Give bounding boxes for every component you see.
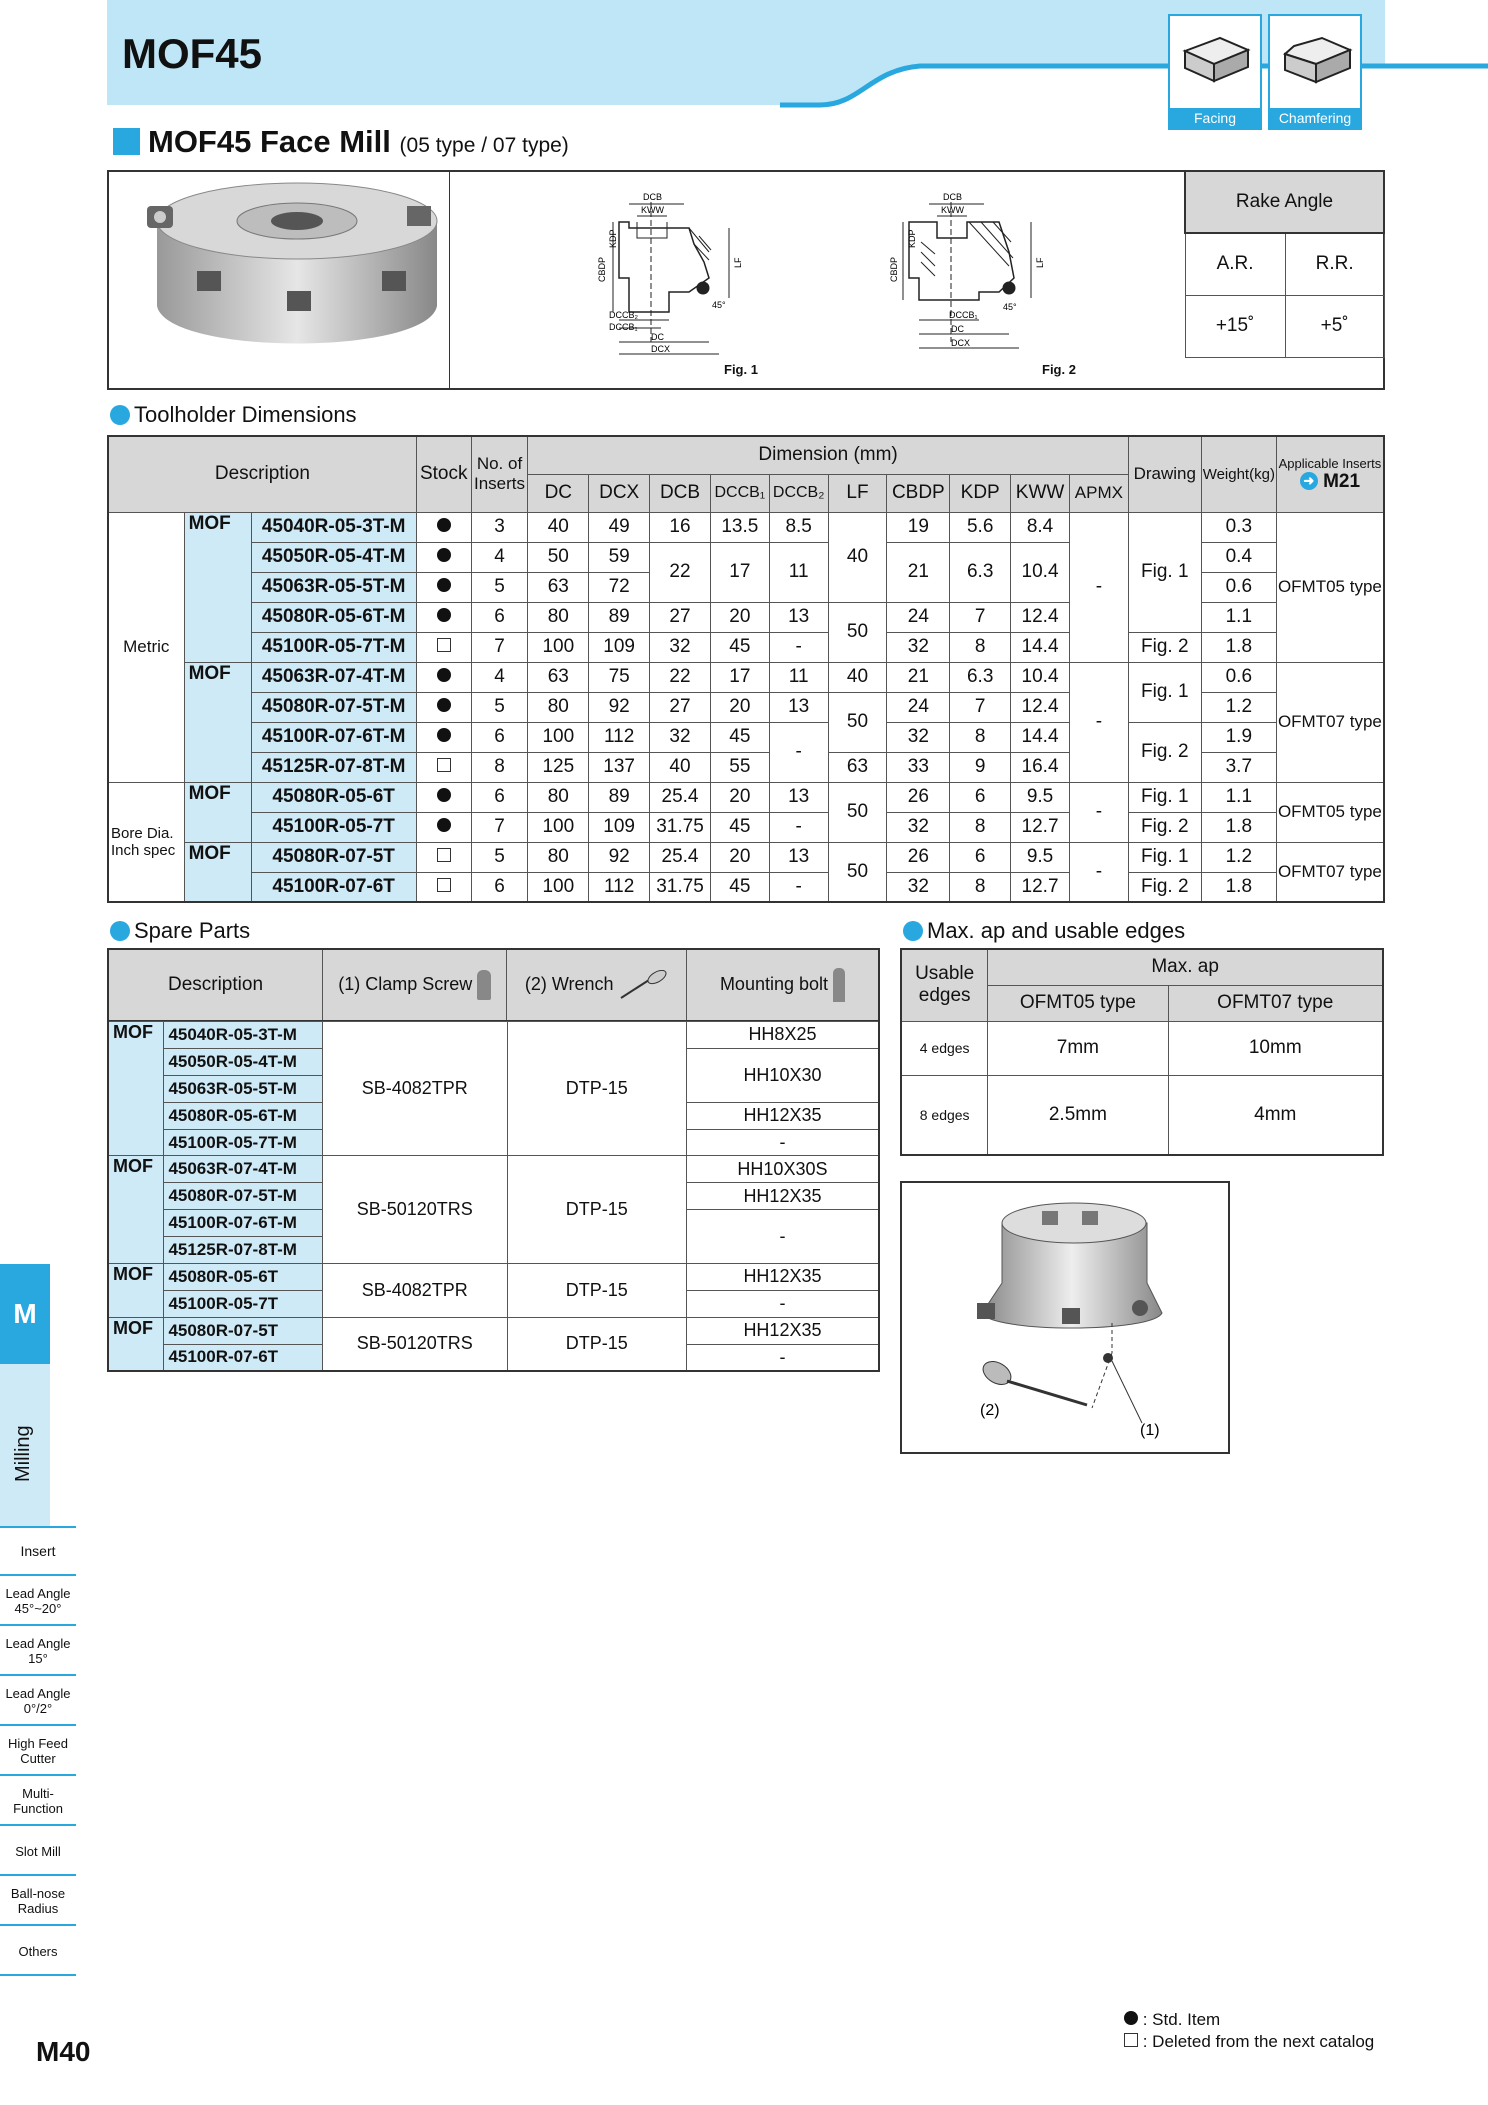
table-row: 45080R-07-5T-M HH12X35	[108, 1183, 879, 1210]
std-item-icon	[437, 518, 451, 532]
th-apmx: APMX	[1069, 474, 1128, 512]
sidebar-item-lead-45[interactable]: Lead Angle 45°~20°	[0, 1578, 76, 1626]
fig1-cbdp-label: CBDP	[597, 256, 607, 282]
th-dccb2: DCCB₂	[769, 474, 828, 512]
model-code: 45080R-07-5T-M	[251, 692, 416, 722]
model-code: 45080R-05-6T	[251, 782, 416, 812]
prefix-mof: MOF	[184, 842, 251, 902]
std-item-icon	[437, 548, 451, 562]
table-row: 45063R-05-5T-M	[108, 1075, 879, 1102]
std-item-icon	[437, 578, 451, 592]
table-row: 45100R-07-6T 6 100 112 31.75 45 - 32 8 12.7 Fig. 2 1.8	[108, 872, 1384, 902]
th-applicable: Applicable Inserts ➜ M21	[1276, 436, 1384, 512]
th-spare-desc: Description	[108, 949, 323, 1021]
fig2-dcb-label: DCB	[943, 192, 963, 202]
th-dc: DC	[528, 474, 589, 512]
table-row: 45080R-05-6T-M HH12X35	[108, 1102, 879, 1129]
th-ofmt05: OFMT05 type	[988, 985, 1168, 1021]
th-usable: Usable edges	[901, 949, 988, 1021]
maxap-table	[900, 948, 1384, 1156]
table-row: 45100R-05-7T-M 7 100 109 32 45 - 32 8 14.4 Fig. 2 1.8	[108, 632, 1384, 662]
th-kdp: KDP	[950, 474, 1011, 512]
rr-value: +5˚	[1285, 295, 1384, 357]
std-item-icon	[437, 728, 451, 742]
prefix-mof: MOF	[108, 1022, 164, 1156]
assembly-label-2: (2)	[980, 1402, 1000, 1419]
sidebar-item-multi[interactable]: Multi-Function	[0, 1778, 76, 1826]
table-row: 4 edges 7mm 10mm	[901, 1021, 1383, 1075]
group-metric: Metric	[108, 512, 184, 782]
table-row: MOF 45063R-07-4T-M SB-50120TRS DTP-15 HH10X30S	[108, 1156, 879, 1183]
toolholder-heading: Toolholder Dimensions	[110, 402, 357, 428]
rake-angle-table	[1184, 170, 1385, 358]
th-clamp: (1) Clamp Screw	[323, 949, 507, 1021]
chamfering-badge	[1268, 14, 1362, 130]
sidebar-item-lead-15[interactable]: Lead Angle 15°	[0, 1628, 76, 1676]
table-row: 45100R-05-7T 7 100 109 31.75 45 - 32 8 12.7 Fig. 2 1.8	[108, 812, 1384, 842]
sidebar-item-insert[interactable]: Insert	[0, 1528, 76, 1576]
legend-deleted: : Deleted from the next catalog	[1124, 2032, 1374, 2052]
th-dimension: Dimension (mm)	[528, 436, 1128, 474]
th-dccb1: DCCB₁	[710, 474, 769, 512]
fig1-dc-label: DC	[651, 332, 664, 342]
prefix-mof: MOF	[108, 1264, 164, 1318]
ar-header: A.R.	[1185, 233, 1285, 295]
table-row: Metric MOF 45040R-05-3T-M 3 40 49 16 13.5 8.5 40 19 5.6 8.4 - Fig. 1 0.3 OFMT05 type	[108, 512, 1384, 542]
th-weight: Weight(kg)	[1201, 436, 1276, 512]
group-bore: Bore Dia. Inch spec	[108, 782, 184, 902]
fig1-dccb2-label: DCCB₂	[609, 310, 638, 320]
fig1-kww-label: KWW	[641, 205, 664, 215]
th-dcx: DCX	[589, 474, 650, 512]
th-ofmt07: OFMT07 type	[1168, 985, 1383, 1021]
table-row: 45125R-07-8T-M	[108, 1237, 879, 1264]
table-row: 45100R-07-6T -	[108, 1344, 879, 1371]
sidebar-item-slot[interactable]: Slot Mill	[0, 1828, 76, 1876]
fig1-kdp-label: KDP	[608, 229, 618, 248]
fig2-angle-label: 45°	[1003, 302, 1017, 312]
rake-angle-title: Rake Angle	[1185, 171, 1384, 233]
page-title: MOF45	[122, 30, 263, 77]
spare-parts-rows	[107, 1021, 880, 1372]
facing-label: Facing	[1170, 108, 1260, 128]
toolholder-table	[107, 435, 1385, 903]
th-inserts: No. of Inserts	[471, 436, 528, 512]
table-row: 45080R-05-6T-M 6 80 89 27 20 13 50 24 7 12.4 1.1	[108, 602, 1384, 632]
sidebar-nav	[0, 1526, 76, 1959]
std-item-icon	[437, 668, 451, 682]
model-code: 45063R-07-4T-M	[251, 662, 416, 692]
std-item-icon	[437, 608, 451, 622]
table-row: 45080R-07-5T-M 5 80 92 27 20 13 50 24 7 12.4 1.2	[108, 692, 1384, 722]
std-item-icon	[1124, 2011, 1138, 2025]
fig1-dcb-label: DCB	[643, 192, 663, 202]
bullet-icon	[110, 921, 130, 941]
ar-value: +15˚	[1185, 295, 1285, 357]
table-row: MOF 45063R-07-4T-M 4 63 75 22 17 11 40 21 6.3 10.4 - Fig. 1 0.6 OFMT07 type	[108, 662, 1384, 692]
model-code: 45063R-05-5T-M	[251, 572, 416, 602]
deleted-item-icon	[437, 638, 451, 652]
assembly-label-1: (1)	[1140, 1422, 1160, 1439]
fig2-kww-label: KWW	[941, 205, 964, 215]
fig1-lf-label: LF	[733, 257, 743, 268]
deleted-item-icon	[437, 848, 451, 862]
fig1-dccb1-label: DCCB₁	[609, 322, 638, 332]
table-row: MOF 45080R-07-5T 5 80 92 25.4 20 13 50 26 6 9.5 - Fig. 1 1.2 OFMT07 type	[108, 842, 1384, 872]
fig1-dcx-label: DCX	[651, 344, 671, 354]
th-kww: KWW	[1011, 474, 1070, 512]
chamfering-label: Chamfering	[1270, 108, 1360, 128]
model-code: 45100R-05-7T	[251, 812, 416, 842]
std-item-icon	[437, 698, 451, 712]
screw-icon	[477, 970, 491, 1000]
sidebar-item-ballnose[interactable]: Ball-nose Radius	[0, 1878, 76, 1926]
spare-parts-table	[107, 948, 880, 1022]
deleted-item-icon	[437, 878, 451, 892]
table-row: MOF 45080R-07-5T SB-50120TRS DTP-15 HH12X35	[108, 1317, 879, 1344]
fig2-cbdp-label: CBDP	[889, 256, 899, 282]
th-wrench: (2) Wrench	[507, 949, 687, 1021]
bullet-icon	[903, 921, 923, 941]
table-row: 45100R-05-7T-M -	[108, 1129, 879, 1156]
std-item-icon	[437, 818, 451, 832]
fig2-dcx-label: DCX	[951, 338, 971, 348]
table-row: 45063R-05-5T-M 5 63 72 0.6	[108, 572, 1384, 602]
prefix-mof: MOF	[184, 512, 251, 662]
fig2-drawing	[869, 182, 1149, 362]
fig2-caption: Fig. 2	[1042, 362, 1076, 377]
model-code: 45125R-07-8T-M	[251, 752, 416, 782]
th-stock: Stock	[416, 436, 471, 512]
model-code: 45050R-05-4T-M	[251, 542, 416, 572]
figure-panel	[107, 170, 1385, 390]
table-row: MOF 45080R-05-6T SB-4082TPR DTP-15 HH12X35	[108, 1264, 879, 1291]
table-row: MOF 45040R-05-3T-M SB-4082TPR DTP-15 HH8X25	[108, 1022, 879, 1049]
th-dcb: DCB	[650, 474, 711, 512]
table-row: 45100R-07-6T-M -	[108, 1210, 879, 1237]
sidebar-milling: Milling	[0, 1364, 50, 1526]
facing-badge	[1168, 14, 1262, 130]
legend-std: : Std. Item	[1124, 2010, 1220, 2030]
bullet-icon	[110, 405, 130, 425]
prefix-mof: MOF	[184, 662, 251, 782]
table-row: 45100R-07-6T-M 6 100 112 32 45 - 32 8 14.4 Fig. 2 1.9	[108, 722, 1384, 752]
table-row: 45100R-05-7T -	[108, 1290, 879, 1317]
arrow-right-icon: ➜	[1300, 472, 1318, 490]
fig2-kdp-label: KDP	[907, 229, 917, 248]
fig1-angle-label: 45°	[712, 300, 726, 310]
prefix-mof: MOF	[184, 782, 251, 842]
th-maxap: Max. ap	[988, 949, 1383, 985]
sidebar-item-high-feed[interactable]: High Feed Cutter	[0, 1728, 76, 1776]
model-code: 45100R-07-6T	[251, 872, 416, 902]
deleted-item-icon	[1124, 2033, 1138, 2047]
fig1-drawing	[569, 182, 849, 362]
model-code: 45040R-05-3T-M	[251, 512, 416, 542]
bolt-icon	[833, 968, 845, 1002]
facing-icon	[1170, 16, 1260, 106]
wrench-icon	[619, 970, 669, 1000]
stock-mark	[416, 512, 471, 542]
std-item-icon	[437, 788, 451, 802]
fig2-dccb1-label: DCCB₁	[949, 310, 978, 320]
assembly-figure	[900, 1181, 1230, 1454]
spare-parts-heading: Spare Parts	[110, 918, 250, 944]
prefix-mof: MOF	[108, 1317, 164, 1371]
th-lf: LF	[828, 474, 887, 512]
model-code: 45080R-05-6T-M	[251, 602, 416, 632]
page-number: M40	[36, 2036, 91, 2067]
maxap-heading: Max. ap and usable edges	[903, 918, 1185, 944]
th-description: Description	[108, 436, 416, 512]
table-row: 45050R-05-4T-M HH10X30	[108, 1048, 879, 1075]
rr-header: R.R.	[1285, 233, 1384, 295]
fig2-lf-label: LF	[1035, 257, 1045, 268]
sidebar-m-tab[interactable]: M	[0, 1264, 50, 1364]
header-curve	[780, 60, 1488, 110]
model-code: 45100R-07-6T-M	[251, 722, 416, 752]
table-row: Bore Dia. Inch spec MOF 45080R-05-6T 6 80 89 25.4 20 13 50 26 6 9.5 - Fig. 1 1.1 OFMT05 type	[108, 782, 1384, 812]
sidebar-item-others[interactable]: Others	[0, 1928, 76, 1976]
th-drawing: Drawing	[1128, 436, 1201, 512]
th-bolt: Mounting bolt	[686, 949, 879, 1021]
prefix-mof: MOF	[108, 1156, 164, 1264]
table-row: 45050R-05-4T-M 4 50 59 22 17 11 21 6.3 10.4 0.4	[108, 542, 1384, 572]
model-code: 45080R-07-5T	[251, 842, 416, 872]
assembly-illustration	[902, 1183, 1228, 1452]
table-row: 45125R-07-8T-M 8 125 137 40 55 63 33 9 16.4 3.7	[108, 752, 1384, 782]
chamfering-icon	[1270, 16, 1360, 106]
fig1-caption: Fig. 1	[724, 362, 758, 377]
sidebar-item-lead-0[interactable]: Lead Angle 0°/2°	[0, 1678, 76, 1726]
face-mill-photo	[137, 176, 467, 386]
th-cbdp: CBDP	[887, 474, 950, 512]
deleted-item-icon	[437, 758, 451, 772]
fig2-dc-label: DC	[951, 324, 964, 334]
table-row: 8 edges 2.5mm 4mm	[901, 1075, 1383, 1155]
section-title: MOF45 Face Mill (05 type / 07 type)	[113, 124, 569, 160]
blue-square-icon	[113, 128, 140, 155]
model-code: 45100R-05-7T-M	[251, 632, 416, 662]
